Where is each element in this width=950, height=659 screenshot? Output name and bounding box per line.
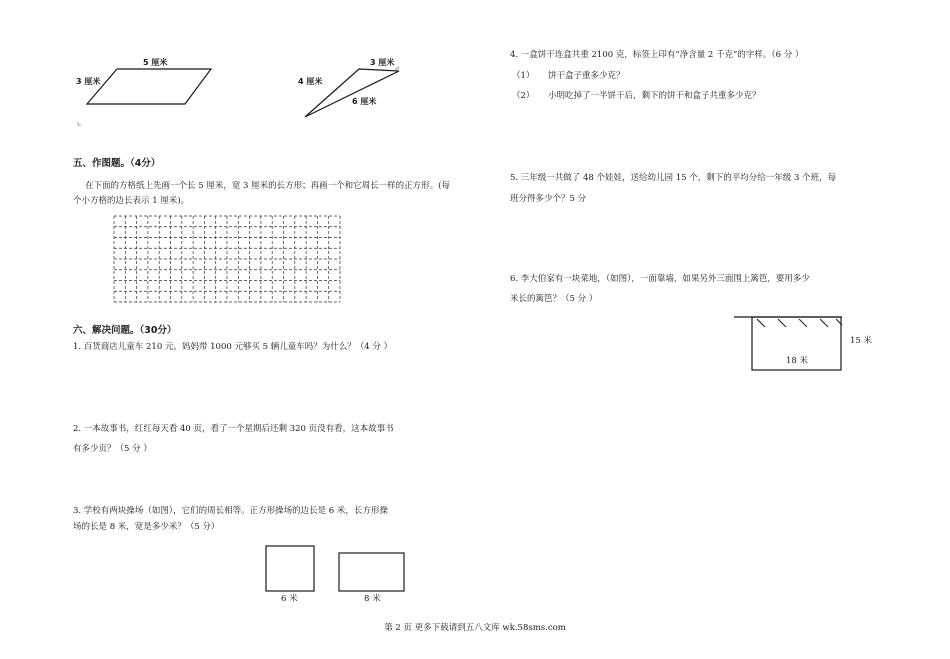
garden-side-label: 15 米 [850,336,873,346]
section5-title: 五、作图题。（4分） [73,158,161,169]
garden-bottom-label: 18 米 [786,356,809,366]
question-4-sub1-number: （1） [512,71,535,81]
question-4-sub2: 小明吃掉了一半饼干后，剩下的饼干和盒子共重多少克？ [548,91,761,101]
section6-title: 六、解决问题。（30分） [73,325,177,336]
q3-rect-label: 8 米 [364,594,381,604]
q3-square-label: 6 米 [281,594,298,604]
parallelogram-top-label: 5 厘米 [143,58,168,67]
triangle-side-c-label: 6 厘米 [352,97,377,106]
page-footer: 第 2 页 更多下载请到五八文库 wk.58sms.com [384,623,566,633]
question-2-line2: 有多少页？（5 分 ） [73,444,152,454]
question-3-line1: 3. 学校有两块操场（如图），它们的周长相等。正方形操场的边长是 6 米，长方形操 [73,506,388,516]
question-6-line2: 米长的篱笆？（5 分 ） [510,294,598,304]
question-4-sub2-number: （2） [512,91,535,101]
question-2-line1: 2. 一本故事书，红红每天看 40 页，看了一个星期后还剩 320 页没有看，这本故事书 [73,424,394,434]
triangle-side-b-label: 3 厘米 [370,58,395,67]
question-3-line2: 场的长是 8 米，宽是多少米？（5 分） [73,522,220,532]
question-4: 4. 一盒饼干连盒共重 2100 克，标签上印有“净含量 2 千克”的字样。（6 分 ） [510,50,804,60]
question-4-sub1: 饼干盒子重多少克？ [548,71,625,81]
section5-text: 在下面的方格纸上先画一个长 5 厘米，宽 3 厘米的长方形；再画一个和它周长一样的正方形。(每个小方格的边长表示 1 厘米)。 [73,181,450,206]
parallelogram-side-label: 3 厘米 [76,77,101,86]
question-6-line1: 6. 李大伯家有一块菜地，（如图），一面靠墙，如果另外三面围上篱笆，要用多少 [510,274,810,284]
question-5-line2: 班分得多少个？5 分 [510,194,587,204]
question-5-line1: 5. 三年级一共做了 48 个娃娃，送给幼儿园 15 个，剩下的平均分给一年级 3 个班，每 [510,173,837,183]
triangle-side-a-label: 4 厘米 [298,77,323,86]
question-1: 1. 百货商店儿童车 210 元，妈妈带 1000 元够买 5 辆儿童车吗？为什么？（4 分 ） [73,342,393,352]
